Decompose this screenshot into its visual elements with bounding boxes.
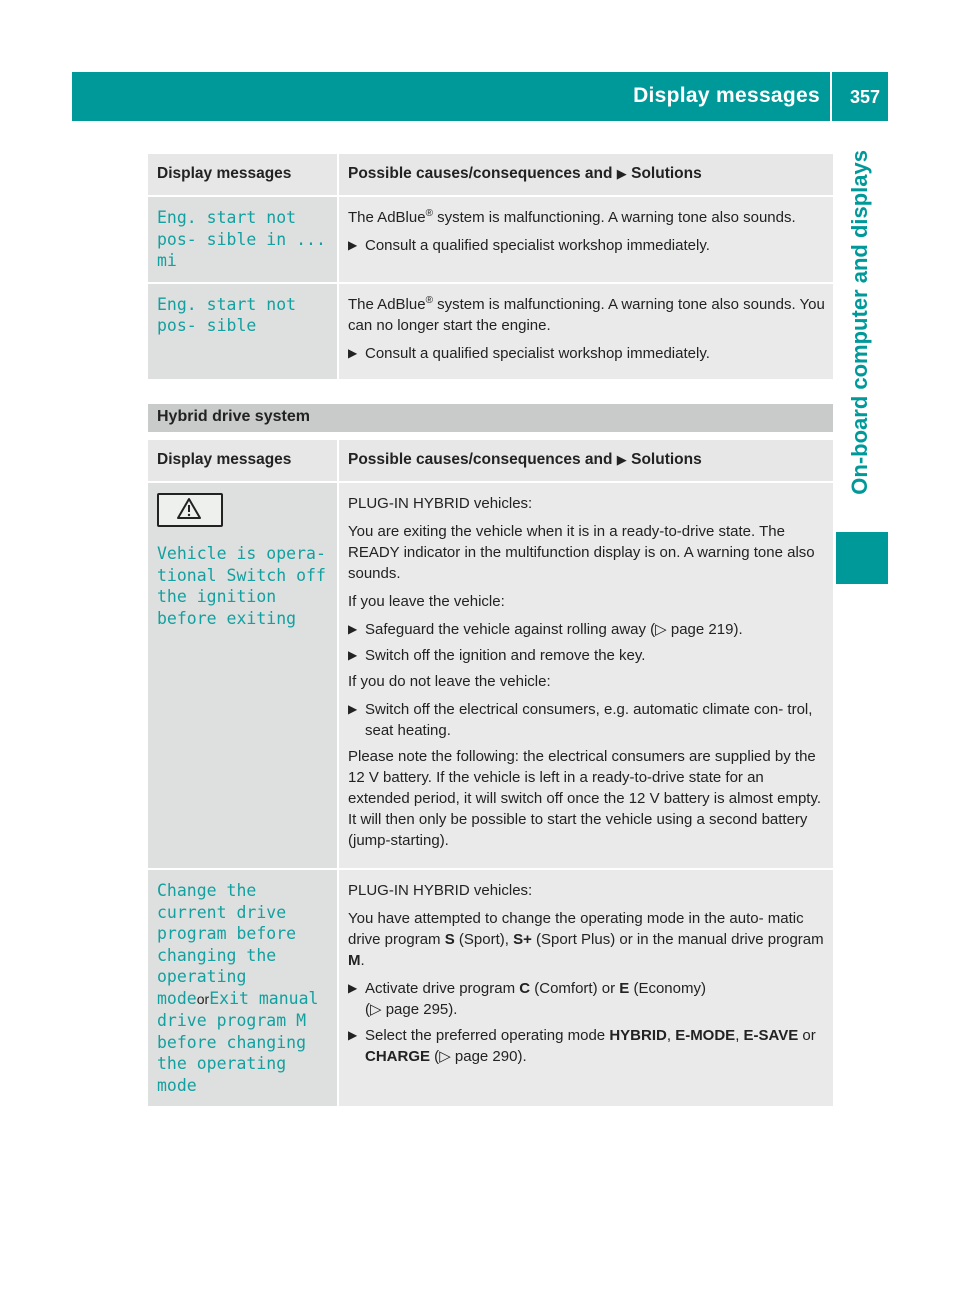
description-cell — [338, 869, 833, 1107]
solution-step — [348, 699, 827, 741]
warning-triangle-icon — [157, 493, 223, 527]
step-text: Consult a qualified specialist workshop immediately. — [365, 344, 710, 362]
table-row — [148, 482, 833, 869]
solution-step — [348, 343, 827, 364]
separator: , — [735, 1027, 744, 1044]
page-header — [72, 72, 888, 121]
page-number: 357 — [849, 87, 880, 107]
text: (Sport Plus) or in the manual drive program — [531, 931, 824, 948]
paragraph: If you do not leave the vehicle: — [348, 673, 551, 690]
paragraph: PLUG-IN HYBRID vehicles: — [348, 882, 533, 899]
step-arrow-icon: ▶ — [348, 238, 358, 252]
step-text: (Economy) — [629, 980, 706, 997]
chapter-marker-block — [836, 532, 888, 584]
paragraph: Please note the following: the electrical consumers are supplied by the 12 V battery. If the vehicle is left in a ready-to-drive state for an extended period, it will switch off once the 12 V battery is almost empty. It will then only be possible to start the vehicle using a second battery (jump-starting). — [348, 748, 822, 849]
section-title: Hybrid drive system — [157, 408, 310, 425]
solution-step — [348, 235, 827, 256]
display-message-b: Exit manual drive program M before changing the operating mode — [157, 988, 319, 1095]
col-header-causes-text: Possible causes/consequences and — [348, 451, 613, 468]
solution-step — [348, 619, 827, 640]
solution-step — [348, 645, 827, 666]
desc-post: system is malfunctioning. A warning tone also sounds. — [432, 209, 796, 226]
page-reference-link[interactable]: page 219 — [670, 621, 734, 638]
step-text: Consult a qualified specialist workshop immediately. — [365, 237, 710, 254]
paragraph — [348, 908, 827, 971]
text: (Sport), — [454, 931, 514, 948]
step-text: Safeguard the vehicle against rolling away ( — [365, 621, 656, 638]
desc-pre: The AdBlue — [348, 209, 426, 226]
desc-post: system is malfunctioning. A warning tone also sounds. You can no longer start the engine. — [348, 295, 825, 334]
message-cell — [148, 196, 338, 283]
step-text: Switch off the electrical consumers, e.g. automatic climate con- trol, seat heating. — [365, 701, 813, 739]
table-row — [148, 196, 833, 283]
or-label: or — [196, 990, 210, 1007]
mode-sport-plus: S+ — [513, 931, 532, 948]
section-heading-bar — [148, 404, 833, 432]
mode-economy: E — [619, 980, 630, 997]
text: . — [360, 952, 365, 969]
adblue-messages-table — [148, 154, 833, 381]
table-row — [148, 283, 833, 380]
table-header-row — [148, 440, 833, 482]
registered-mark: ® — [425, 208, 433, 219]
description-text — [348, 294, 827, 336]
col-header-causes-text: Possible causes/consequences and — [348, 165, 613, 182]
table-header-row — [148, 154, 833, 196]
paragraph: You are exiting the vehicle when it is in a ready-to-drive state. The READY indicator in the multifunction display is on. A warning tone also sounds. — [348, 523, 815, 582]
step-text-end: ). — [733, 621, 743, 638]
table-row — [148, 869, 833, 1107]
mode-e-save: E-SAVE — [743, 1027, 799, 1044]
page-ref-icon: ▷ — [370, 1001, 386, 1018]
message-cell — [148, 482, 338, 869]
mode-e-mode: E-MODE — [675, 1027, 736, 1044]
step-text: Select the preferred operating mode — [365, 1027, 610, 1044]
solution-step — [348, 978, 827, 1020]
description-cell — [338, 196, 833, 283]
step-arrow-icon: ▶ — [348, 345, 358, 360]
text: You have attempted to change the operating mode in the auto- matic drive program — [348, 910, 804, 948]
header-separator — [830, 72, 832, 121]
step-arrow-icon: ▶ — [348, 1028, 358, 1042]
step-arrow-icon: ▶ — [348, 981, 358, 995]
ref-close: ). — [448, 1001, 458, 1018]
ref-close: ). — [517, 1048, 527, 1065]
message-cell — [148, 283, 338, 380]
step-text: or — [798, 1027, 816, 1044]
step-arrow-icon: ▶ — [348, 648, 358, 662]
step-text: Activate drive program — [365, 980, 520, 997]
col-header-display-messages: Display messages — [148, 440, 338, 482]
solutions-arrow-icon: ▶ — [616, 166, 627, 181]
solutions-arrow-icon: ▶ — [616, 452, 627, 467]
page-reference-link[interactable]: page 295 — [385, 1001, 449, 1018]
page-reference-link[interactable]: page 290 — [454, 1048, 518, 1065]
hybrid-messages-table — [148, 440, 833, 1108]
registered-mark: ® — [425, 294, 433, 306]
mode-comfort: C — [519, 980, 531, 997]
desc-pre: The AdBlue — [348, 295, 426, 313]
solution-step — [348, 1025, 827, 1067]
separator: , — [666, 1027, 676, 1044]
header-title: Display messages — [633, 84, 820, 107]
display-message: Vehicle is opera‑ tional Switch off the ignition before exiting — [157, 544, 326, 628]
paragraph: PLUG-IN HYBRID vehicles: — [348, 495, 533, 512]
mode-charge: CHARGE — [365, 1048, 431, 1065]
col-header-solutions-text: Solutions — [631, 451, 702, 468]
ref-open: ( — [365, 1001, 370, 1018]
display-message: Eng. start not pos‑ sible — [157, 294, 297, 335]
col-header-solutions-text: Solutions — [631, 165, 702, 182]
step-text: Switch off the ignition and remove the key. — [365, 647, 646, 664]
page-ref-icon: ▷ — [655, 621, 671, 638]
chapter-label: On-board computer and displays — [847, 150, 872, 495]
mode-hybrid: HYBRID — [609, 1027, 667, 1044]
ref-open: ( — [430, 1048, 440, 1065]
message-cell — [148, 869, 338, 1107]
display-message — [157, 880, 331, 1096]
mode-sport: S — [444, 931, 455, 948]
paragraph: If you leave the vehicle: — [348, 593, 505, 610]
step-text: (Comfort) or — [530, 980, 620, 997]
step-arrow-icon: ▶ — [348, 622, 358, 636]
col-header-causes — [338, 154, 833, 196]
description-text — [348, 207, 827, 228]
page-ref-icon: ▷ — [439, 1048, 455, 1065]
description-cell — [338, 482, 833, 869]
chapter-side-tab — [836, 150, 888, 585]
mode-manual: M — [348, 952, 361, 969]
col-header-display-messages: Display messages — [148, 154, 338, 196]
description-cell — [338, 283, 833, 380]
display-message-a: Change the current drive program before changing the operating mode — [157, 881, 297, 1008]
step-arrow-icon: ▶ — [348, 702, 358, 716]
col-header-causes — [338, 440, 833, 482]
display-message: Eng. start not pos‑ sible in ... mi — [157, 208, 326, 270]
